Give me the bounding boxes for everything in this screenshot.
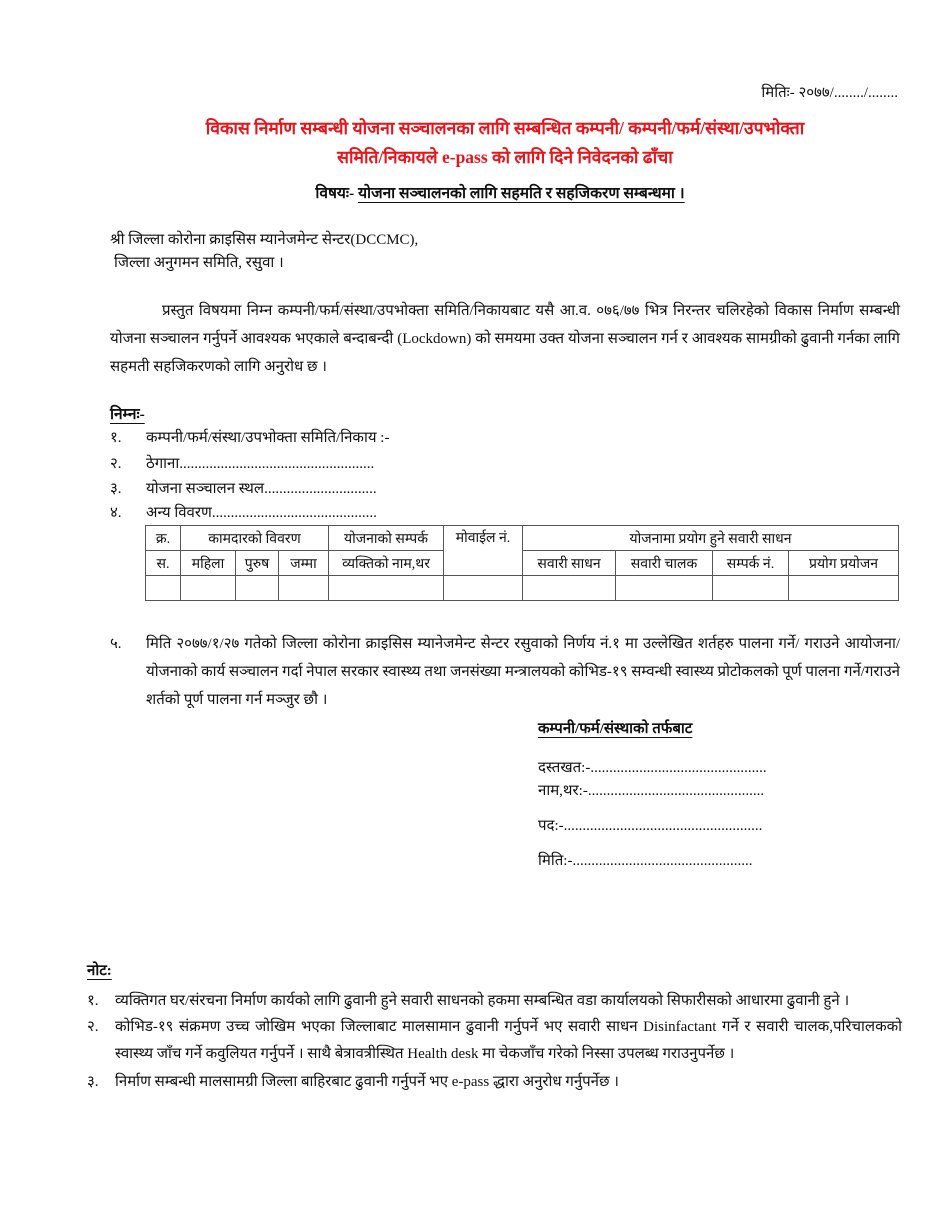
table-cell[interactable]	[329, 576, 444, 601]
subject-label: विषयः-	[315, 185, 355, 202]
addressee-line-1: श्री जिल्ला कोरोना क्राइसिस म्यानेजमेन्ट सेन्टर(DCCMC),	[110, 232, 419, 248]
list-item-number: ३.	[110, 481, 122, 497]
header-female: महिला	[181, 551, 236, 576]
list-item	[110, 453, 374, 473]
header-vehicle-group: योजनामा प्रयोग हुने सवारी साधन	[523, 526, 899, 551]
header-workers-group: कामदारको विवरण	[181, 526, 329, 551]
note-text: व्यक्तिगत घर/संरचना निर्माण कार्यको लागि ढुवानी हुने सवारी साधनको हकमा सम्बन्धित वडा कार्यालयको सिफारीसको आधारमा ढुवानी हुने ।	[115, 993, 850, 1009]
form-title-line-2: समिति/निकायले e-pass को लागि दिने निवेदनको ढाँचा	[337, 147, 673, 167]
list-item-text: योजना सञ्चालन स्थल..............................	[146, 481, 377, 497]
signature-field: दस्तखत:-...............................................	[538, 760, 767, 776]
header-driver: सवारी चालक	[616, 551, 713, 576]
body-paragraph-text: प्रस्तुत विषयमा निम्न कम्पनी/फर्म/संस्था/उपभोक्ता समिति/निकायबाट यसै आ.व. ०७६/७७ भित्र निरन्तर चलिरहेको विकास निर्माण सम्बन्धी योजना सञ्चालन गर्नुपर्ने आवश्यक भएकाले बन्दाबन्दी (Lockdown) को समयमा उक्त योजना सञ्चालन गर्न र आवश्यक सामग्रीको ढुवानी गर्नका लागि सहमती सहजिकरणको लागि अनुरोध छ ।	[110, 303, 900, 375]
section-heading: निम्नः-	[110, 406, 145, 423]
signature-heading: कम्पनी/फर्म/संस्थाको तर्फबाट	[538, 721, 693, 737]
addressee-line-2: जिल्ला अनुगमन समिति, रसुवा ।	[114, 255, 284, 271]
name-field: नाम,थर:-...............................................	[538, 783, 765, 799]
list-item	[110, 478, 377, 498]
note-number: १.	[87, 993, 99, 1009]
note-item	[87, 1014, 902, 1068]
date-field: मिति:-................................................	[538, 853, 753, 869]
date-line: मितिः- २०७७/......../........	[761, 85, 898, 101]
header-total: जम्मा	[279, 551, 329, 576]
header-sn-bottom: स.	[146, 551, 181, 576]
list-item-number: १.	[110, 430, 122, 446]
table-cell[interactable]	[146, 576, 181, 601]
list-item-text: कम्पनी/फर्म/संस्था/उपभोक्ता समिति/निकाय :-	[146, 430, 390, 446]
table-cell[interactable]	[444, 576, 523, 601]
list-item	[110, 502, 377, 522]
table-cell[interactable]	[523, 576, 616, 601]
header-mobile: मोवाईल नं.	[444, 526, 523, 576]
table-cell[interactable]	[713, 576, 789, 601]
header-male: पुरुष	[236, 551, 279, 576]
header-purpose: प्रयोग प्रयोजन	[789, 551, 899, 576]
note-text: कोभिड-१९ संक्रमण उच्च जोखिम भएका जिल्लाबाट मालसामान ढुवानी गर्नुपर्ने भए सवारी साधन Disinfactant गर्ने र सवारी चालक,परिचालकको स्वास्थ्य जाँच गर्ने कवुलियत गर्नुपर्ने । साथै बेत्रावत्रीस्थित Health desk मा चेकजाँच गरेको निस्सा उपलब्ध गराउनुपर्नेछ ।	[115, 1019, 902, 1062]
table-cell[interactable]	[279, 576, 329, 601]
note-item	[87, 1069, 902, 1096]
header-contact-top: योजनाको सम्पर्क	[329, 526, 444, 551]
subject-line	[0, 181, 940, 203]
note-item	[87, 988, 902, 1015]
body-paragraph	[110, 297, 900, 381]
header-contact-bottom: व्यक्तिको नाम,थर	[329, 551, 444, 576]
list-item-number: ५.	[110, 636, 122, 652]
list-item-text: अन्य विवरण............................................	[146, 505, 377, 521]
subject-text: योजना सञ्चालनको लागि सहमति र सहजिकरण सम्बन्धमा ।	[358, 185, 685, 202]
header-vehicle: सवारी साधन	[523, 551, 616, 576]
notes-heading: नोट:	[87, 963, 112, 979]
list-item	[110, 427, 389, 447]
table-cell[interactable]	[789, 576, 899, 601]
note-number: २.	[87, 1019, 99, 1035]
list-item-5	[110, 630, 900, 714]
table-cell[interactable]	[181, 576, 236, 601]
header-sn-top: क्र.	[146, 526, 181, 551]
table-cell[interactable]	[616, 576, 713, 601]
note-text: निर्माण सम्बन्धी मालसामग्री जिल्ला बाहिरबाट ढुवानी गर्नुपर्ने भए e-pass द्धारा अनुरोध गर्नुपर्नेछ ।	[115, 1074, 619, 1090]
table-cell[interactable]	[236, 576, 279, 601]
list-item-number: २.	[110, 456, 122, 472]
form-title-line-1: विकास निर्माण सम्बन्धी योजना सञ्चालनका लागि सम्बन्धित कम्पनी/ कम्पनी/फर्म/संस्था/उपभोक्ता	[205, 118, 805, 138]
note-number: ३.	[87, 1074, 99, 1090]
list-item-text: मिति २०७७/१/२७ गतेको जिल्ला कोरोना क्राइसिस म्यानेजमेन्ट सेन्टर रसुवाको निर्णय नं.१ मा उल्लेखित शर्तहरु पालना गर्ने/ गराउने आयोजना/ योजनाको कार्य सञ्चालन गर्दा नेपाल सरकार स्वास्थ्य तथा जनसंख्या मन्त्रालयको कोभिड-१९ सम्वन्धी स्वास्थ्य प्रोटोकलको पूर्ण पालना गर्ने/गराउने शर्तको पूर्ण पालना गर्न मञ्जुर छौ ।	[146, 636, 900, 708]
header-contact-no: सम्पर्क नं.	[713, 551, 789, 576]
list-item-number: ४.	[110, 505, 122, 521]
details-table	[145, 525, 899, 601]
table-row	[146, 576, 899, 601]
list-item-text: ठेगाना....................................................	[146, 456, 375, 472]
position-field: पद:-.....................................................	[538, 818, 763, 834]
